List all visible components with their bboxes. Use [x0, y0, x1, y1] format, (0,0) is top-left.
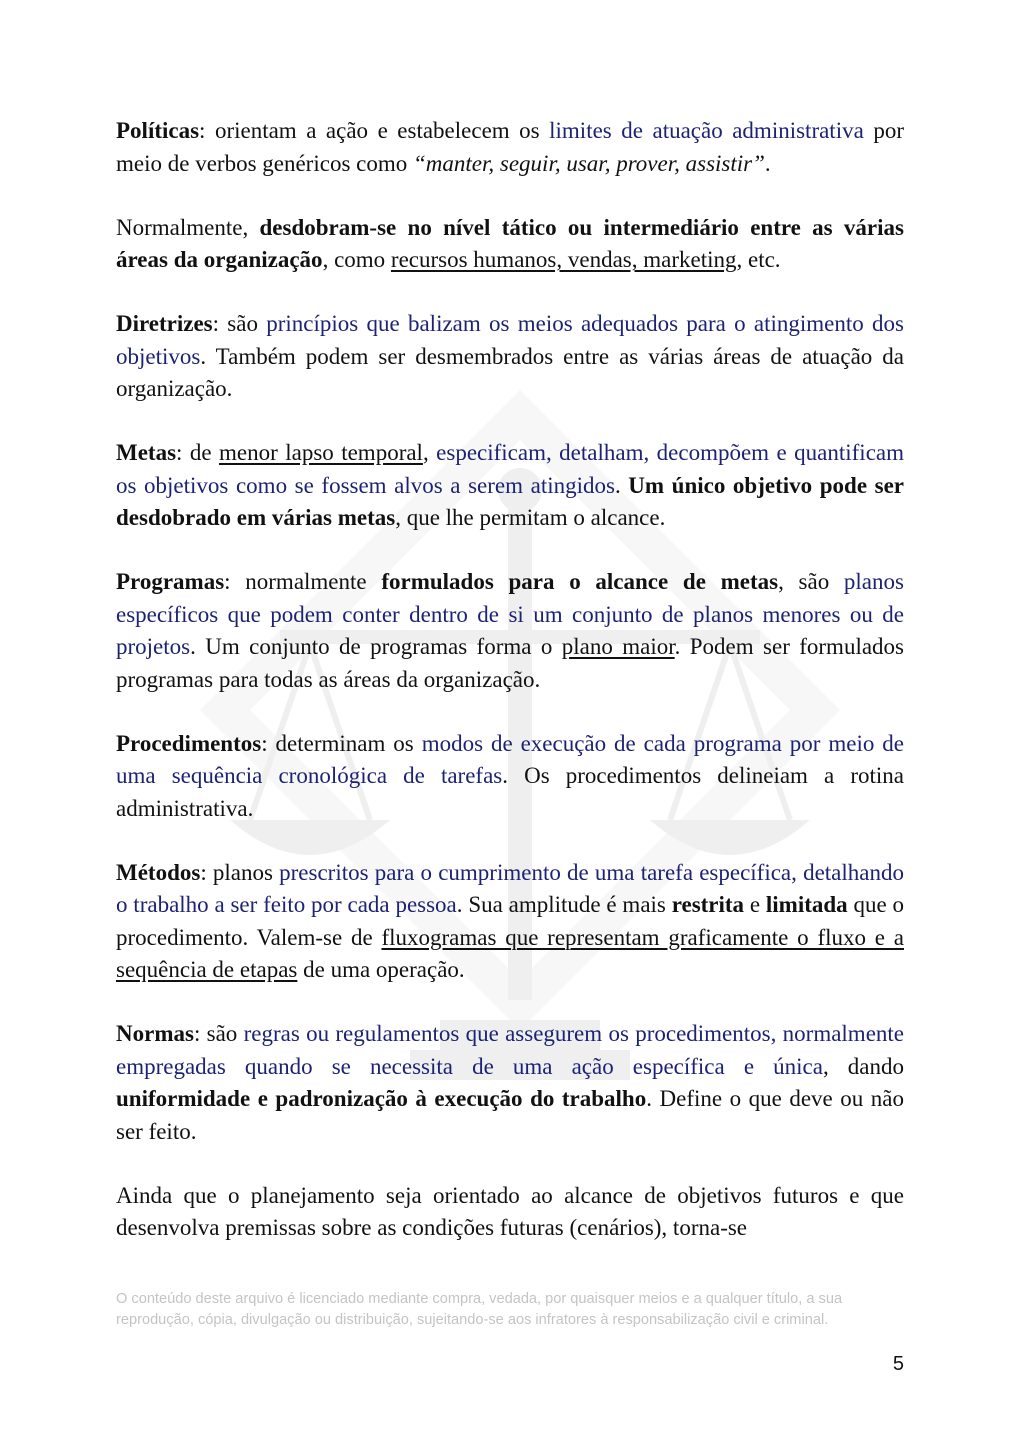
text-run: : normalmente: [224, 569, 382, 594]
text-run: . Define o que deve ou não ser feito.: [116, 1086, 904, 1144]
text-run: : planos: [200, 859, 280, 885]
text-run: . Um conjunto de programas forma o: [190, 634, 562, 659]
text-run: ,: [422, 440, 437, 465]
text-run: Programas: [116, 569, 225, 594]
text-run: : são: [193, 1021, 244, 1046]
text-run: Métodos: [116, 859, 201, 885]
text-run: “manter, seguir, usar, prover, assistir”: [413, 150, 765, 176]
paragraph-ainda: [116, 1180, 904, 1245]
text-run: , como: [322, 247, 391, 272]
text-run: uniformidade e padronização à execução do trabalho: [116, 1086, 647, 1111]
paragraph-procedimentos: [116, 728, 904, 826]
text-run: especificam, detalham, decompõem e quantificam os objetivos como se fossem alvos a serem atingidos: [116, 440, 904, 498]
paragraph-metodos: [116, 857, 904, 987]
text-run: plano maior: [561, 634, 675, 659]
text-run: modos de execução de cada programa por meio de uma sequência cronológica de tarefas: [116, 730, 904, 788]
text-run: , dando: [822, 1053, 904, 1079]
paragraph-diretrizes: [116, 308, 904, 406]
text-run: Procedimentos: [116, 730, 262, 756]
text-run: prescritos para o cumprimento de uma tarefa específica, detalhando o trabalho a ser feito por cada pessoa: [116, 859, 904, 917]
paragraph-metas: [116, 437, 904, 535]
text-run: de uma operação.: [297, 957, 465, 982]
paragraph-politicas: [116, 115, 904, 180]
text-run: desdobram-se no nível tático ou intermediário entre as várias áreas da organização: [116, 214, 904, 272]
text-run: Ainda que o planejamento seja orientado ao alcance de objetivos futuros e que desenvolva premissas sobre as condições futuras (cenários), torna-se: [116, 1182, 904, 1240]
text-run: , que lhe permitam o alcance.: [395, 505, 666, 530]
text-run: .: [764, 150, 771, 176]
text-run: , são: [778, 569, 844, 594]
text-run: , etc.: [736, 247, 781, 272]
text-run: formulados para o alcance de metas: [381, 569, 779, 594]
text-run: por meio de verbos genéricos como: [116, 118, 904, 176]
text-run: . Sua amplitude é mais: [456, 892, 672, 917]
text-run: planos específicos que podem conter dentro de si um conjunto de planos menores ou de projetos: [116, 569, 904, 659]
text-run: restrita: [671, 892, 745, 917]
text-run: : de: [176, 440, 220, 465]
text-run: : são: [212, 311, 267, 336]
text-run: limites de atuação administrativa: [549, 118, 864, 143]
text-run: regras ou regulamentos que assegurem os procedimentos, normalmente empregadas quando se necessita de uma ação específica e única: [116, 1021, 904, 1079]
text-run: : orientam a ação e estabelecem os: [199, 118, 550, 143]
text-run: : determinam os: [261, 730, 422, 756]
text-run: Um único objetivo pode ser desdobrado em várias metas: [116, 472, 904, 530]
text-run: fluxogramas que representam graficamente o fluxo e a sequência de etapas: [116, 924, 904, 982]
text-run: . Também podem ser desmembrados entre as várias áreas de atuação da organização.: [116, 343, 904, 401]
paragraph-normas: [116, 1018, 904, 1148]
text-run: . Podem ser formulados programas para todas as áreas da organização.: [116, 634, 904, 692]
text-run: princípios que balizam os meios adequados para o atingimento dos objetivos: [116, 311, 904, 369]
text-run: .: [614, 472, 629, 498]
text-run: recursos humanos, vendas, marketing: [390, 247, 737, 272]
text-run: e: [744, 892, 766, 917]
page-number: 5: [892, 1353, 904, 1375]
text-run: Normalmente,: [116, 214, 260, 240]
text-run: Normas: [116, 1021, 194, 1046]
paragraph-programas: [116, 566, 904, 696]
text-run: limitada: [765, 892, 848, 917]
copyright-notice: O conteúdo deste arquivo é licenciado mediante compra, vedada, por quaisquer meios e a qualquer título, a sua reprodução, cópia, divulgação ou distribuição, sujeitando-se aos infratores à responsabilização civil e criminal.: [116, 1291, 843, 1328]
text-run: . Os procedimentos delineiam a rotina administrativa.: [116, 763, 904, 821]
text-run: menor lapso temporal: [219, 440, 423, 465]
text-run: que o procedimento. Valem-se de: [116, 892, 904, 950]
text-run: Diretrizes: [116, 311, 213, 336]
paragraph-desdobramento: [116, 212, 904, 277]
text-run: Políticas: [116, 118, 200, 143]
document-body: [116, 115, 904, 1245]
text-run: Metas: [116, 440, 177, 465]
